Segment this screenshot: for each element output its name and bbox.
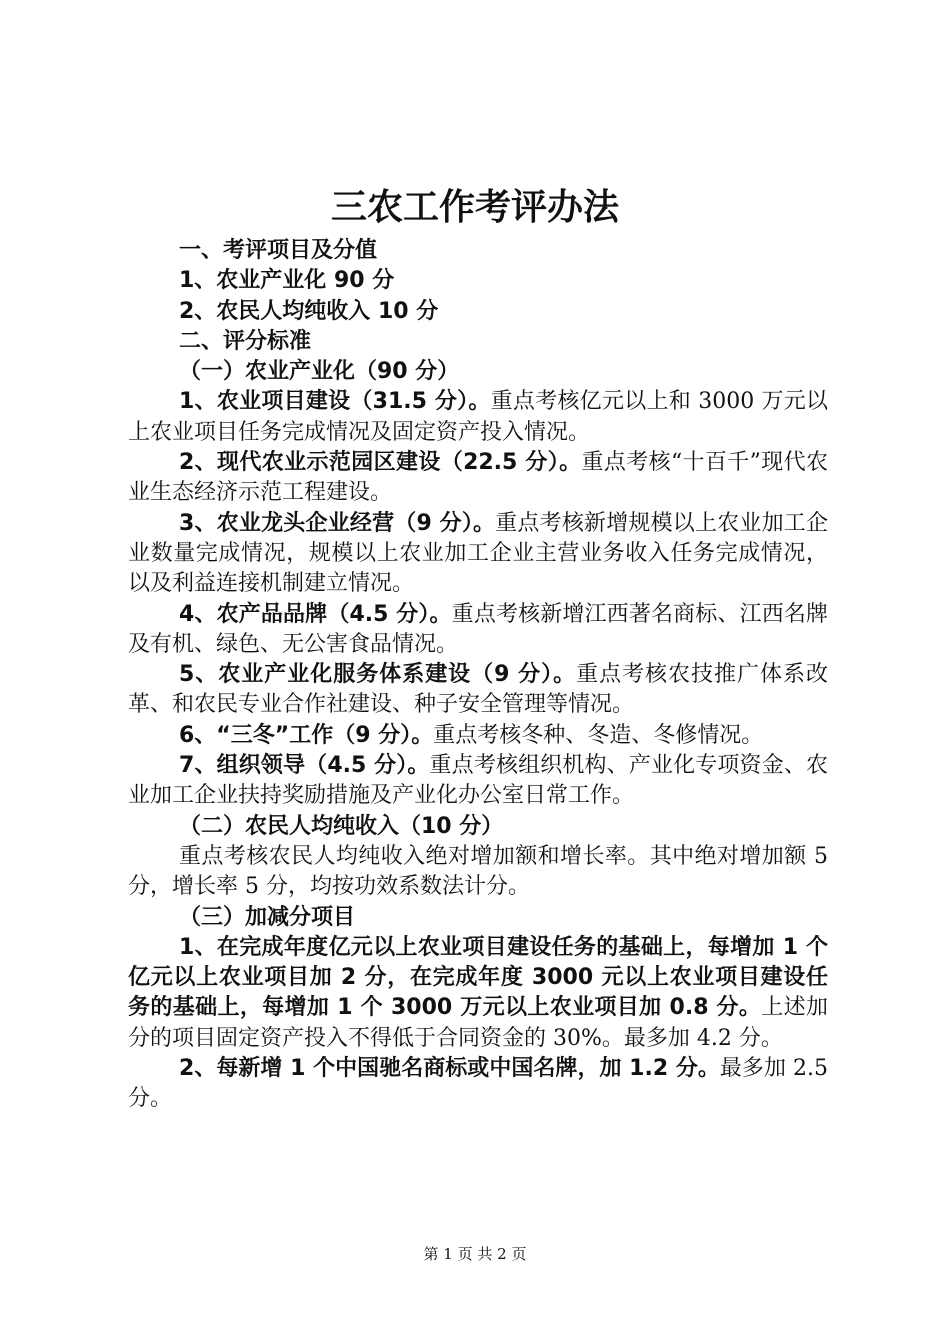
paragraph-lead: 5、农业产业化服务体系建设（9 分）。 bbox=[179, 662, 577, 688]
paragraph bbox=[128, 448, 828, 509]
section-heading-1: 一、考评项目及分值 bbox=[179, 238, 378, 263]
paragraph-lead: 6、“三冬”工作（9 分）。 bbox=[179, 722, 434, 748]
subsection-heading-3: （三）加减分项目 bbox=[179, 904, 356, 930]
paragraph bbox=[128, 1054, 828, 1115]
paragraph bbox=[128, 600, 828, 661]
paragraph-lead: 1、在完成年度亿元以上农业项目建设任务的基础上，每增加 1 个亿元以上农业项目加 2 分，在完成年度 3000 元以上农业项目建设任务的基础上，每增加 1 个 3000 万元以上农业项目加 0.8 分。 bbox=[128, 934, 828, 1021]
paragraph bbox=[128, 751, 828, 812]
section-heading-2: 二、评分标准 bbox=[179, 328, 312, 354]
document-body bbox=[128, 236, 828, 1115]
paragraph bbox=[128, 660, 828, 721]
page-number: 第 1 页 共 2 页 bbox=[423, 1245, 527, 1263]
paragraph-text: 重点考核组织机构、产业化专项资金、农业加工企业扶持奖励措施及产业化办公室日常工作。 bbox=[128, 753, 828, 809]
paragraph-text: 重点考核冬种、冬造、冬修情况。 bbox=[433, 722, 764, 748]
paragraph-lead: 2、每新增 1 个中国驰名商标或中国名牌，加 1.2 分。 bbox=[179, 1056, 720, 1082]
paragraph bbox=[128, 387, 828, 448]
paragraph bbox=[128, 721, 828, 751]
paragraph-text: 上述加分的项目固定资产投入不得低于合同资金的 30%。最多加 4.2 分。 bbox=[128, 995, 828, 1051]
paragraph-lead: 4、农产品品牌（4.5 分）。 bbox=[179, 601, 452, 627]
subsection-heading-1: （一）农业产业化（90 分） bbox=[179, 359, 460, 385]
paragraph-lead: 7、组织领导（4.5 分）。 bbox=[179, 753, 430, 779]
paragraph bbox=[128, 933, 828, 1054]
paragraph: 重点考核农民人均纯收入绝对增加额和增长率。其中绝对增加额 5 分，增长率 5 分，均按功效系数法计分。 bbox=[128, 843, 828, 900]
paragraph-text: 重点考核新增规模以上农业加工企业数量完成情况，规模以上农业加工企业主营业务收入任务完成情况，以及利益连接机制建立情况。 bbox=[128, 510, 828, 597]
paragraph-text: 重点考核亿元以上和 3000 万元以上农业项目任务完成情况及固定资产投入情况。 bbox=[128, 389, 828, 445]
paragraph bbox=[128, 509, 828, 600]
document-title: 三农工作考评办法 bbox=[330, 186, 619, 228]
list-item: 2、农民人均纯收入 10 分 bbox=[179, 298, 439, 324]
paragraph-text: 重点考核“十百千”现代农业生态经济示范工程建设。 bbox=[128, 450, 829, 506]
paragraph-text: 重点考核新增江西著名商标、江西名牌及有机、绿色、无公害食品情况。 bbox=[128, 601, 828, 657]
paragraph-lead: 1、农业项目建设（31.5 分）。 bbox=[179, 389, 491, 415]
list-item: 1、农业产业化 90 分 bbox=[179, 268, 395, 294]
paragraph-lead: 2、现代农业示范园区建设（22.5 分）。 bbox=[179, 450, 582, 476]
paragraph-lead: 3、农业龙头企业经营（9 分）。 bbox=[179, 510, 496, 536]
paragraph-text: 重点考核农技推广体系改革、和农民专业合作社建设、种子安全管理等情况。 bbox=[128, 662, 828, 718]
subsection-heading-2: （二）农民人均纯收入（10 分） bbox=[179, 813, 504, 839]
paragraph-text: 最多加 2.5 分。 bbox=[128, 1056, 828, 1112]
